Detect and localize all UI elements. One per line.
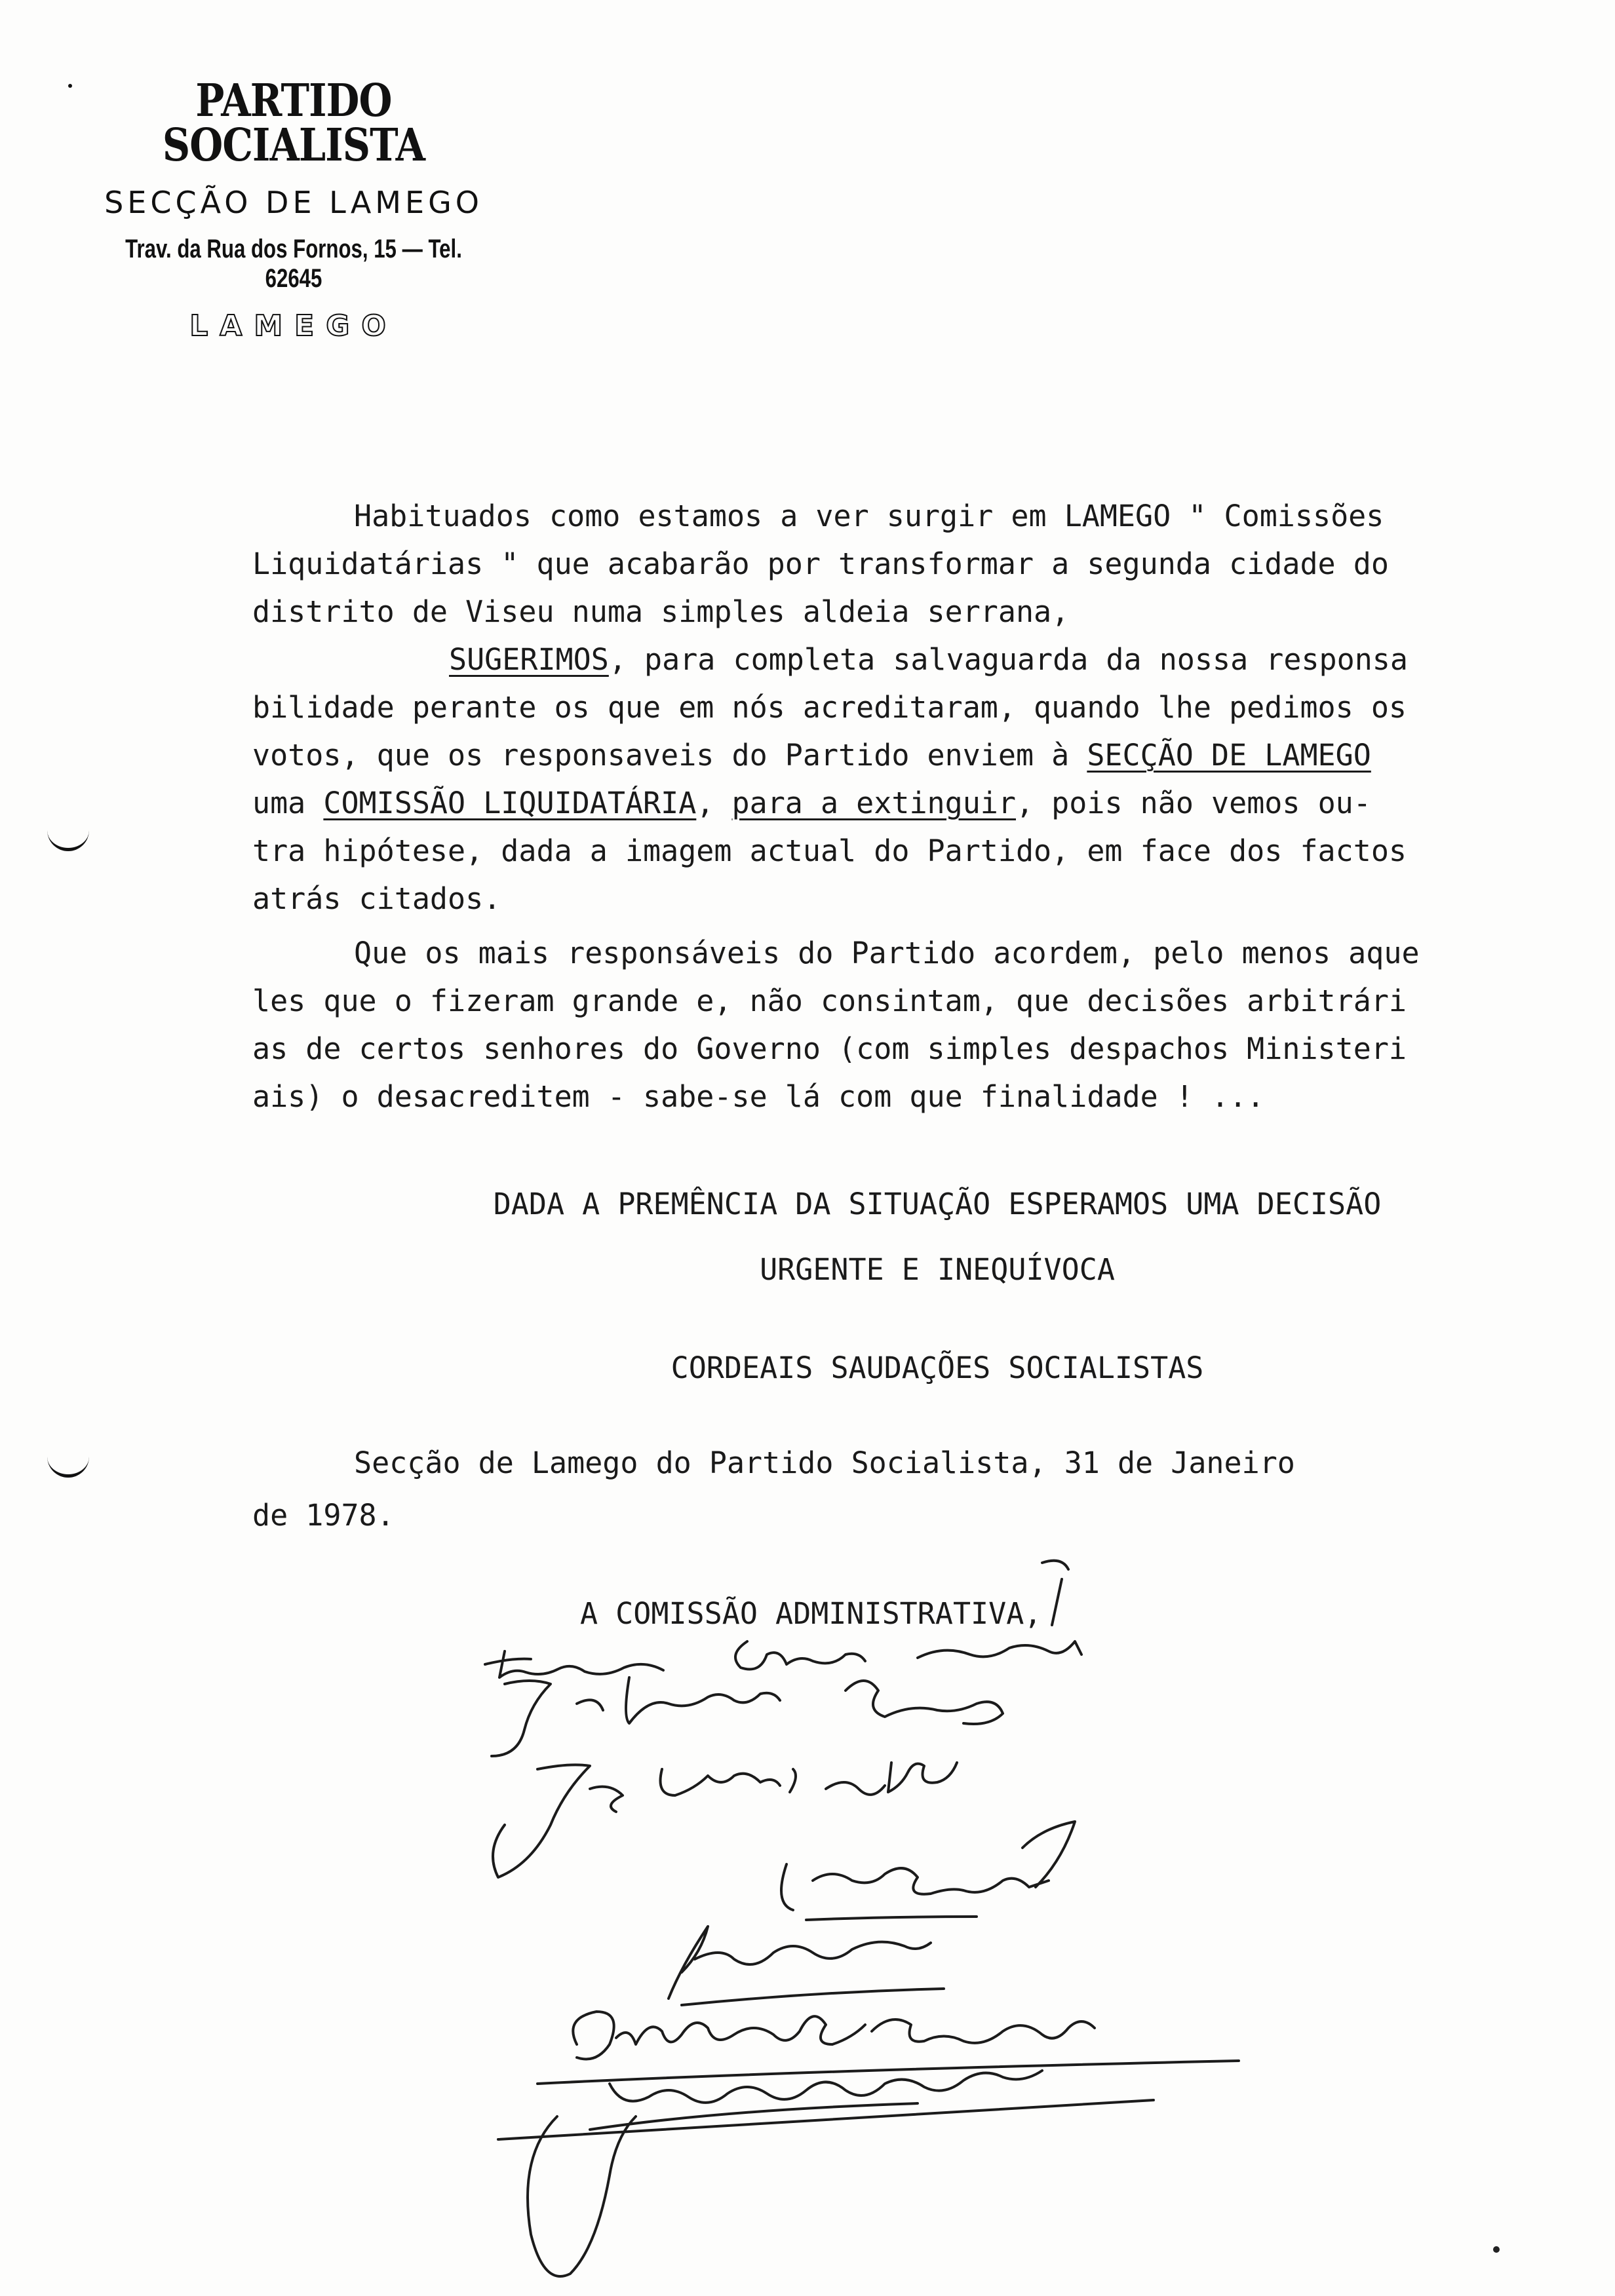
stray-dot [68, 84, 72, 88]
body-text: , para completa salvaguarda da nossa responsa [608, 642, 1408, 677]
body-line: atrás citados. [252, 881, 501, 916]
signatory-title: A COMISSÃO ADMINISTRATIVA, [580, 1596, 1042, 1631]
body-line: as de certos senhores do Governo (com simples despachos Ministeri [252, 1031, 1407, 1066]
body-line [252, 642, 1537, 677]
greeting: CORDEAIS SAUDAÇÕES SOCIALISTAS [671, 1350, 1204, 1385]
body-line: ais) o desacreditem - sabe-se lá com que finalidade ! ... [252, 1079, 1265, 1114]
urgency-line-2: URGENTE E INEQUÍVOCA [760, 1252, 1115, 1287]
urgency-line-1: DADA A PREMÊNCIA DA SITUAÇÃO ESPERAMOS UMA DECISÃO [493, 1187, 1382, 1221]
dateline-line-2: de 1978. [252, 1498, 395, 1533]
signature [485, 1641, 1081, 1677]
body-line: bilidade perante os que em nós acreditaram, quando lhe pedimos os [252, 690, 1407, 725]
margin-mark [47, 827, 89, 851]
letterhead [77, 75, 510, 343]
signature [498, 2071, 1154, 2276]
letterhead-address: Trav. da Rua dos Fornos, 15 — Tel. 62645 [125, 235, 462, 293]
emphasis-comissao: COMISSÃO LIQUIDATÁRIA [323, 786, 697, 820]
body-text: , [696, 786, 732, 820]
body-line: Habituados como estamos a ver surgir em LAMEGO " Comissões [354, 499, 1384, 533]
stray-dot [1493, 2246, 1500, 2253]
body-text: , pois não vemos ou- [1016, 786, 1371, 820]
signature [781, 1822, 1075, 1920]
emphasis-sugerimos: SUGERIMOS [449, 642, 609, 677]
body-line [252, 788, 1537, 818]
signature [492, 1677, 1003, 1756]
dateline-line-1: Secção de Lamego do Partido Socialista, 31 de Janeiro [354, 1445, 1295, 1480]
body-line: distrito de Viseu numa simples aldeia serrana, [252, 594, 1070, 629]
letterhead-party-name: PARTIDO SOCIALISTA [162, 75, 425, 172]
body-line: Que os mais responsáveis do Partido acordem, pelo menos aque [354, 936, 1420, 970]
signature [493, 1763, 957, 1877]
letterhead-city: LAMEGO [189, 309, 398, 343]
body-line [252, 738, 1537, 773]
body-line: Liquidatárias " que acabarão por transformar a segunda cidade do [252, 546, 1389, 581]
signature [669, 1926, 944, 2005]
body-line: les que o fizeram grande e, não consintam, que decisões arbitrári [252, 984, 1407, 1018]
signature [537, 2012, 1239, 2084]
emphasis-extinguir: para a extinguir [731, 786, 1016, 820]
letterhead-section: SECÇÃO DE LAMEGO [104, 185, 483, 220]
emphasis-seccao: SECÇÃO DE LAMEGO [1087, 738, 1371, 773]
margin-mark [47, 1453, 89, 1478]
body-line: tra hipótese, dada a imagem actual do Partido, em face dos factos [252, 833, 1407, 868]
signature [1042, 1561, 1068, 1625]
body-text: uma [252, 786, 324, 820]
body-text: votos, que os responsaveis do Partido enviem à [252, 738, 1087, 773]
